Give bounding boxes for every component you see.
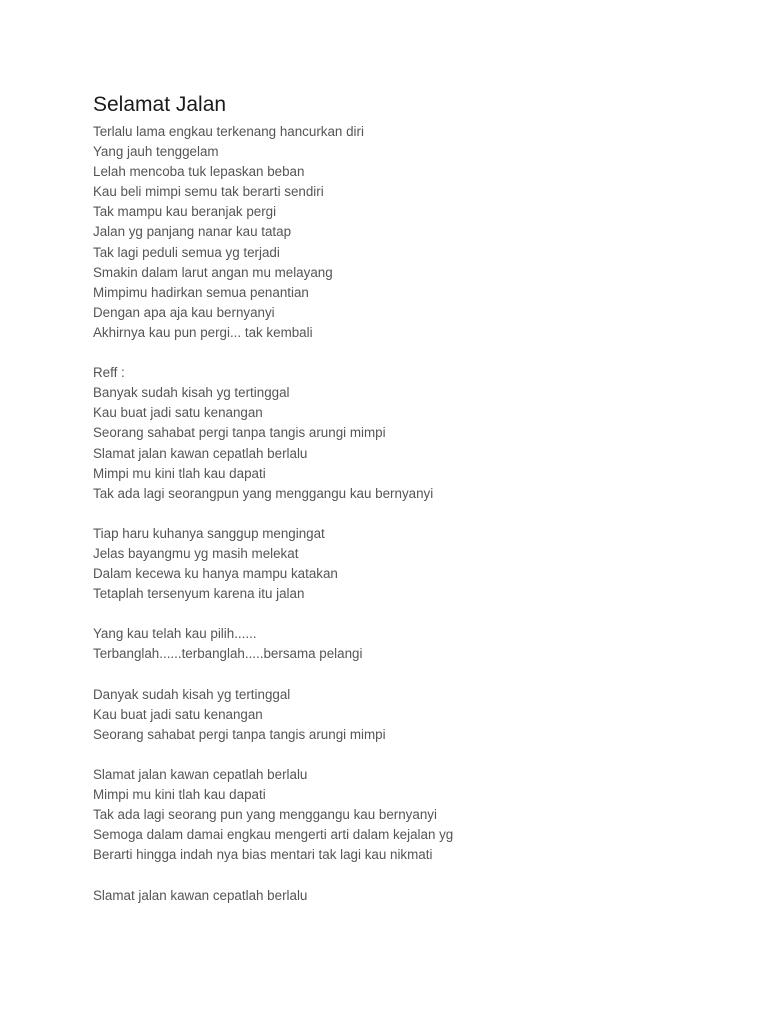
blank-line [93,504,733,524]
lyric-line: Seorang sahabat pergi tanpa tangis arungi mimpi [93,726,386,742]
document-page [93,92,733,906]
lyric-line: Tetaplah tersenyum karena itu jalan [93,586,305,602]
lyric-line: Akhirnya kau pun pergi... tak kembali [93,324,313,340]
lyric-line: Slamat jalan kawan cepatlah berlalu [93,445,308,461]
lyric-line: Yang kau telah kau pilih...... [93,626,257,642]
blank-line [93,343,733,363]
lyric-line: Lelah mencoba tuk lepaskan beban [93,164,305,180]
lyric-line: Mimpimu hadirkan semua penantian [93,284,309,300]
lyric-line: Banyak sudah kisah yg tertinggal [93,385,290,401]
blank-line [93,665,733,685]
page-title: Selamat Jalan [93,93,227,116]
lyric-line: Mimpi mu kini tlah kau dapati [93,787,266,803]
lyric-line: Tiap haru kuhanya sanggup mengingat [93,525,325,541]
lyric-line: Yang jauh tenggelam [93,144,219,160]
lyric-line: Kau beli mimpi semu tak berarti sendiri [93,184,324,200]
lyrics-body [93,122,733,906]
lyric-line: Dalam kecewa ku hanya mampu katakan [93,566,338,582]
lyric-line: Kau buat jadi satu kenangan [93,706,263,722]
lyric-line: Tak mampu kau beranjak pergi [93,204,277,220]
lyric-line: Smakin dalam larut angan mu melayang [93,264,333,280]
lyric-line: Mimpi mu kini tlah kau dapati [93,465,266,481]
blank-line [93,865,733,885]
lyric-line: Reff : [93,365,125,381]
lyric-line: Kau buat jadi satu kenangan [93,405,263,421]
blank-line [93,604,733,624]
lyric-line: Terlalu lama engkau terkenang hancurkan diri [93,124,364,139]
lyric-line: Slamat jalan kawan cepatlah berlalu [93,887,308,903]
lyric-line: Jalan yg panjang nanar kau tatap [93,224,292,240]
lyric-line: Seorang sahabat pergi tanpa tangis arungi mimpi [93,425,386,441]
lyric-line: Slamat jalan kawan cepatlah berlalu [93,767,308,782]
blank-line [93,745,733,765]
lyric-line: Berarti hingga indah nya bias mentari tak lagi kau nikmati [93,847,433,863]
lyric-line: Jelas bayangmu yg masih melekat [93,545,299,561]
lyric-line: Tak lagi peduli semua yg terjadi [93,244,280,260]
lyric-line: Danyak sudah kisah yg tertinggal [93,686,291,702]
lyric-line: Tak ada lagi seorangpun yang menggangu kau bernyanyi [93,485,434,501]
lyric-line: Dengan apa aja kau bernyanyi [93,304,275,320]
lyric-line: Terbanglah......terbanglah.....bersama pelangi [93,646,363,662]
lyric-line: Semoga dalam damai engkau mengerti arti dalam kejalan yg [93,827,454,843]
lyric-line: Tak ada lagi seorang pun yang menggangu kau bernyanyi [93,807,437,823]
